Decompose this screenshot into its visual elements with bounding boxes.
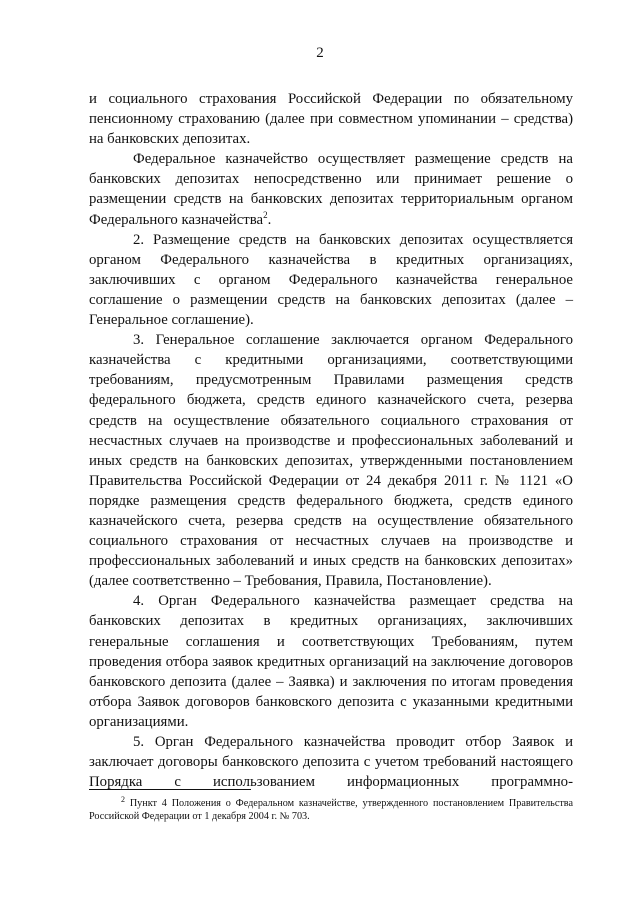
page-number: 2 bbox=[316, 45, 324, 61]
footnote-reference: 2 bbox=[263, 209, 268, 220]
paragraph-item-2: 2. Размещение средств на банковских депозитах осуществляется органом Федерального казначейства в кредитных организациях, заключивших с органом Федерального казначейства генеральное соглашение о размещении средств на банковских депозитах (далее – Генеральное соглашение). bbox=[89, 231, 573, 329]
paragraph-continuation: и социального страхования Российской Федерации по обязательному пенсионному страхованию (далее при совместном упоминании – средства) на банковских депозитах. bbox=[89, 91, 573, 148]
paragraph-treasury-placement bbox=[89, 149, 573, 229]
paragraph-text: Федеральное казначейство осуществляет размещение средств на банковских депозитах непосредственно или принимает решение о размещении средств на банковских депозитах территориальным органом Федерального казначейства bbox=[89, 151, 573, 228]
paragraph-item-3: 3. Генеральное соглашение заключается органом Федерального казначейства с кредитными организациями, соответствующими требованиям, предусмотренным Правилами размещения средств федерального бюджета, средств единого казначейского счета, резерва средств на осуществление обязательного социального страхования от несчастных случаев на производстве и профессиональных заболеваний и иных средств на банковских депозитах, утвержденными постановлением Правительства Российской Федерации от 24 декабря 2011 г. № 1121 «О порядке размещения средств федерального бюджета, средств единого казначейского счета, резерва средств на осуществление обязательного социального страхования от несчастных случаев на производстве и профессиональных заболеваний и иных средств на банковских депозитах» (далее соответственно – Требования, Правила, Постановление). bbox=[89, 332, 573, 590]
footnote bbox=[89, 797, 573, 823]
footnote-separator bbox=[89, 789, 251, 790]
paragraph-item-5: 5. Орган Федерального казначейства проводит отбор Заявок и заключает договоры банковского депозита с учетом требований настоящего Порядка с использованием информационных программно- bbox=[89, 734, 573, 791]
paragraph-end-punctuation: . bbox=[267, 211, 272, 228]
footnote-marker: 2 bbox=[121, 795, 125, 804]
paragraph-item-4: 4. Орган Федерального казначейства размещает средства на банковских депозитах в кредитных организациях, заключивших генеральные соглашения и соответствующих Требованиям, путем проведения отбора заявок кредитных организаций на заключение договоров банковского депозита (далее – Заявка) и заключения по итогам проведения отбора Заявок договоров банковского депозита с указанными кредитными организациями. bbox=[89, 593, 573, 730]
document-body bbox=[89, 89, 573, 792]
footnote-text: Пункт 4 Положения о Федеральном казначействе, утвержденного постановлением Правительства Российской Федерации от 1 декабря 2004 г. № 703. bbox=[89, 798, 573, 822]
